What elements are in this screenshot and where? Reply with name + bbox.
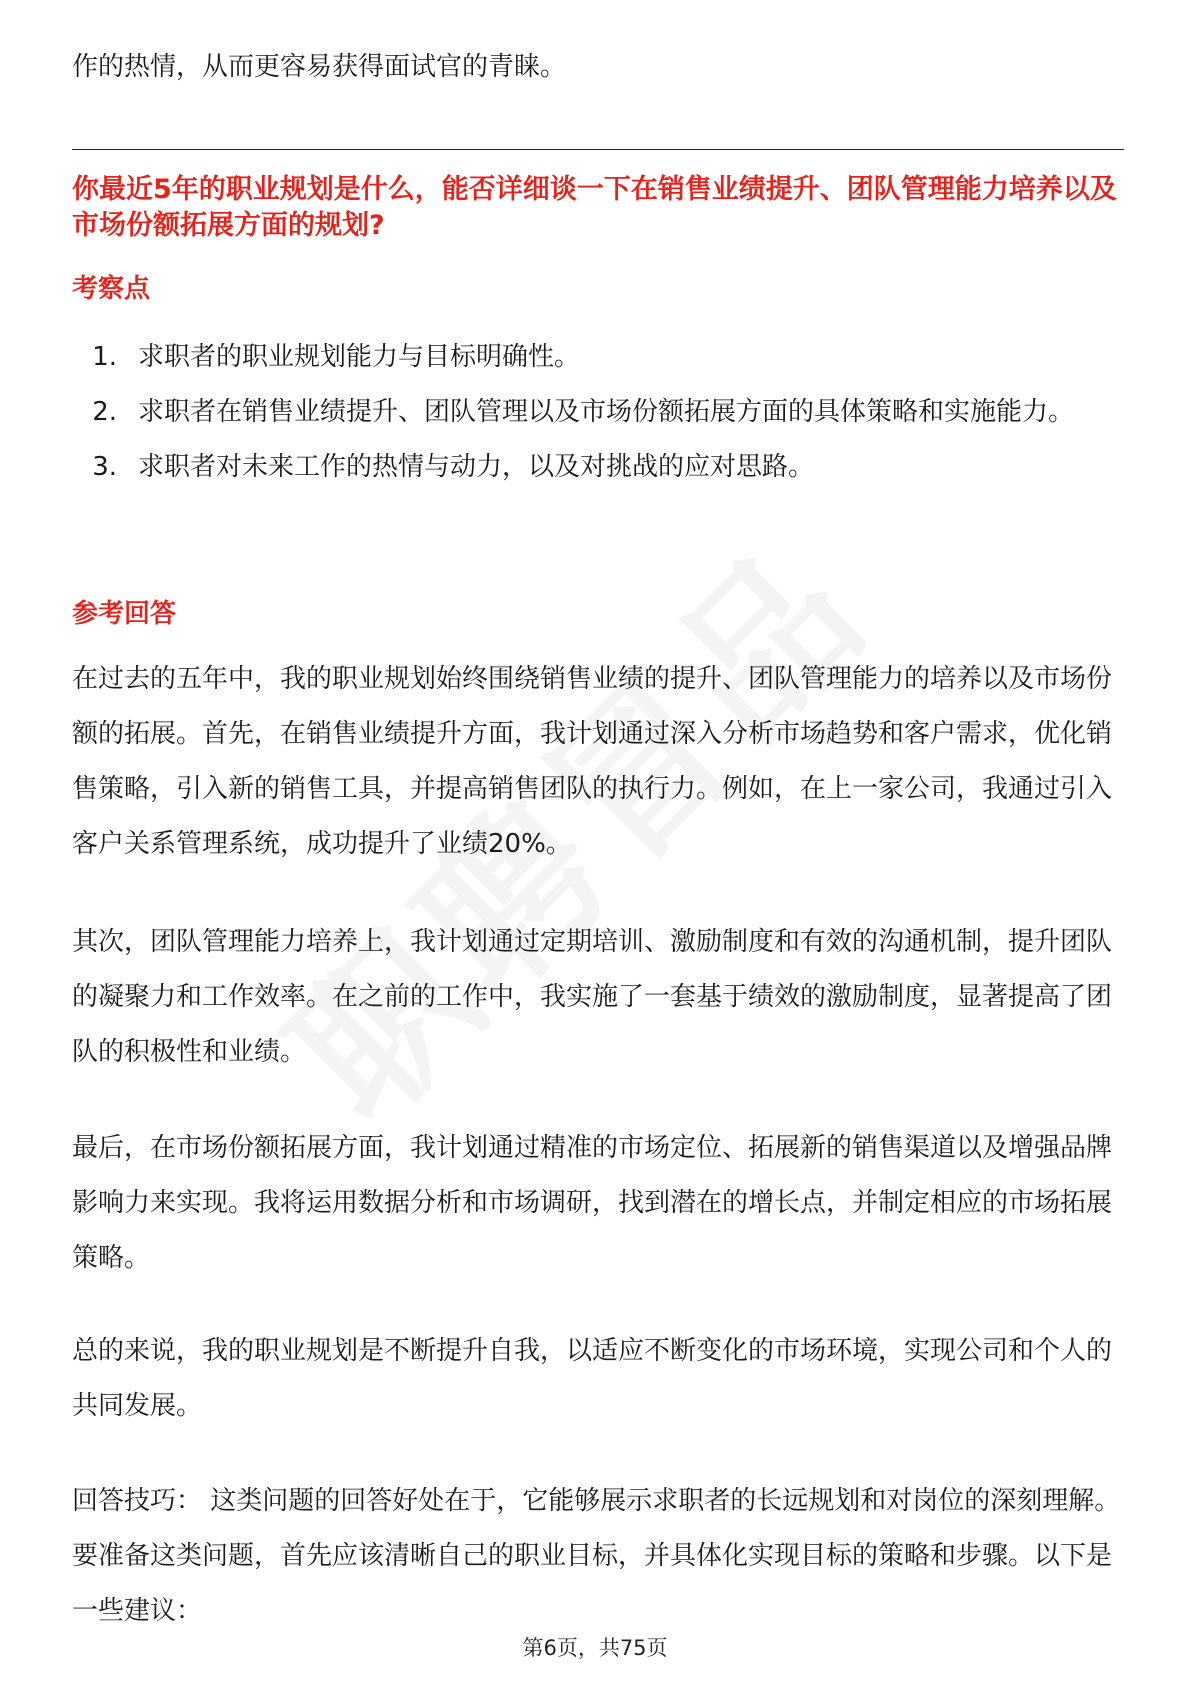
list-item: [72, 385, 1122, 440]
list-number: 2.: [92, 397, 117, 427]
continued-text: 作的热情，从而更容易获得面试官的青睐。: [72, 52, 567, 82]
answer-paragraph: 在过去的五年中，我的职业规划始终围绕销售业绩的提升、团队管理能力的培养以及市场份额的拓展。首先，在销售业绩提升方面，我计划通过深入分析市场趋势和客户需求，优化销售策略，引入新的销售工具，并提高销售团队的执行力。例如，在上一家公司，我通过引入客户关系管理系统，成功提升了业绩20%。: [72, 664, 1113, 859]
section-title-answer: 参考回答: [72, 599, 177, 629]
answer-paragraph: 其次，团队管理能力培养上，我计划通过定期培训、激励制度和有效的沟通机制，提升团队的凝聚力和工作效率。在之前的工作中，我实施了一套基于绩效的激励制度，显著提高了团队的积极性和业绩。: [72, 927, 1113, 1067]
list-item: [72, 330, 1122, 385]
answer-paragraph: 最后，在市场份额拓展方面，我计划通过精准的市场定位、拓展新的销售渠道以及增强品牌影响力来实现。我将运用数据分析和市场调研，找到潜在的增长点，并制定相应的市场拓展策略。: [72, 1133, 1113, 1273]
list-item: [72, 440, 1122, 495]
list-text: 求职者在销售业绩提升、团队管理以及市场份额拓展方面的具体策略和实施能力。: [138, 397, 1075, 427]
answer-paragraph: 总的来说，我的职业规划是不断提升自我，以适应不断变化的市场环境，实现公司和个人的共同发展。: [72, 1336, 1113, 1421]
points-list: [72, 330, 1122, 495]
list-number: 3.: [92, 452, 117, 482]
question-heading: 你最近5年的职业规划是什么，能否详细谈一下在销售业绩提升、团队管理能力培养以及市场份额拓展方面的规划?: [72, 174, 1117, 241]
answer-tips-paragraph: 回答技巧： 这类问题的回答好处在于，它能够展示求职者的长远规划和对岗位的深刻理解。要准备这类问题，首先应该清晰自己的职业目标，并具体化实现目标的策略和步骤。以下是一些建议：: [72, 1486, 1121, 1626]
page-number-footer: 第6页，共75页: [522, 1636, 668, 1660]
list-number: 1.: [92, 342, 117, 372]
section-title-points: 考察点: [72, 274, 151, 304]
divider: [72, 149, 1124, 150]
list-text: 求职者对未来工作的热情与动力，以及对挑战的应对思路。: [138, 452, 815, 482]
list-text: 求职者的职业规划能力与目标明确性。: [138, 342, 581, 372]
